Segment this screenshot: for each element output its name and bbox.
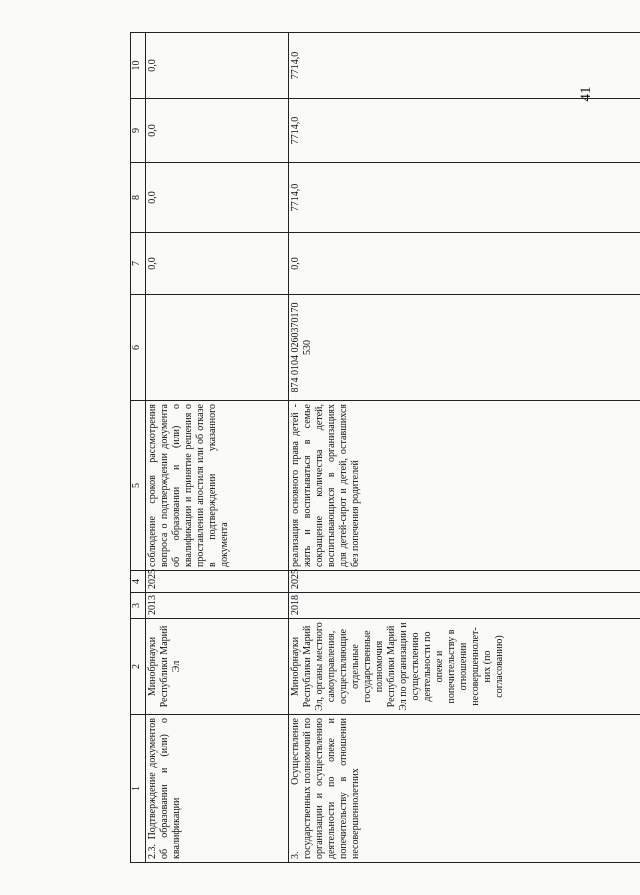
col-header: 7 [131,233,146,295]
table-row [289,33,640,863]
col-header: 2 [131,619,146,715]
cell-executor: Минобрнауки Республики Марий Эл [146,619,289,715]
col-header: 8 [131,163,146,233]
cell-budget-code: 874 0104 0260370170 530 [289,295,640,401]
cell-end-year: 2025 [289,571,640,593]
cell-value-7: 0,0 [146,233,289,295]
cell-end-year: 2025 [146,571,289,593]
cell-value-7: 0,0 [289,233,640,295]
cell-value-8: 0,0 [146,163,289,233]
cell-value-9: 0,0 [146,99,289,163]
col-header: 3 [131,593,146,619]
cell-start-year: 2013 [146,593,289,619]
col-header: 6 [131,295,146,401]
cell-value-10: 0,0 [146,33,289,99]
col-header: 10 [131,33,146,99]
header-row [131,33,146,863]
col-header: 5 [131,401,146,571]
cell-measure-name: 3. Осуществление государственных полномочий по организации и осуществлению деятельности по опеке и попечительству в отношении несовершеннолетних [289,715,640,863]
cell-start-year: 2018 [289,593,640,619]
cell-value-9: 7714,0 [289,99,640,163]
program-table [130,32,640,863]
cell-executor: Минобрнауки Республики Марий Эл, органы местного самоуправления, осуществляющие отдельные государственные полномочия Республики Марий Эл по организации и осуществлению деятельности по опеке и попечительству в отношении несовершеннолет-них (по согласованию) [289,619,640,715]
col-header: 4 [131,571,146,593]
cell-result: реализация основного права детей - жить и воспитываться в семье сокращение количества детей, воспитывающихся в организациях для детей-сирот и детей, оставшихся без попечения родителей [289,401,640,571]
col-header: 1 [131,715,146,863]
table-row [146,33,289,863]
page-number: 41 [578,86,594,102]
col-header: 9 [131,99,146,163]
cell-budget-code [146,295,289,401]
cell-value-8: 7714,0 [289,163,640,233]
rotated-table-area [130,33,640,863]
cell-value-10: 7714,0 [289,33,640,99]
cell-result: соблюдение сроков рассмотрения вопроса о подтверждении документа об образовании и (или) о квалификации и принятие решения о проставлении апостиля или об отказе в подтверждении указанного документа [146,401,289,571]
cell-measure-name: 2.3. Подтверждение документов об образовании и (или) о квалификации [146,715,289,863]
